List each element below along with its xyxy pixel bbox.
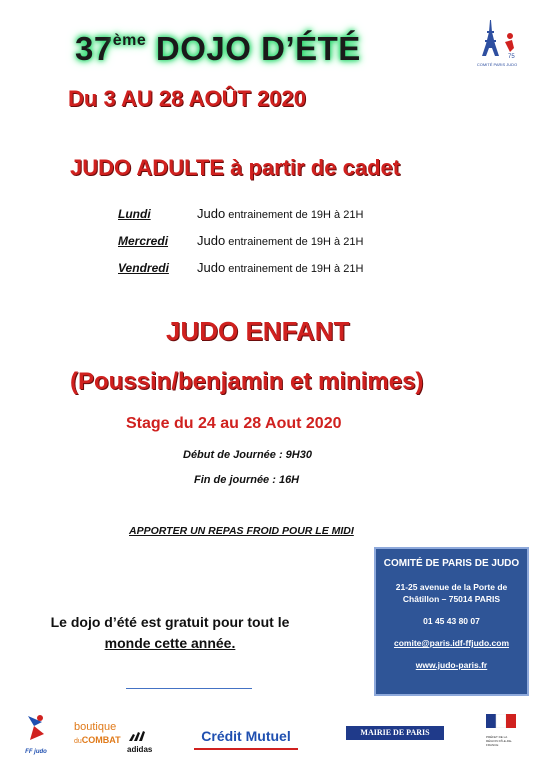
mairie-label: MAIRIE DE PARIS — [360, 728, 430, 737]
svg-text:75: 75 — [508, 54, 515, 58]
adidas-stripes-icon — [127, 731, 147, 741]
credit-mutuel-logo — [194, 726, 298, 750]
schedule-day: Lundi — [118, 207, 151, 221]
prefet-label: PRÉFET DE LA RÉGION D'ÎLE-DE-FRANCE — [486, 735, 513, 747]
eiffel-tower-icon — [474, 18, 520, 58]
schedule-day: Mercredi — [118, 234, 169, 248]
divider-line — [126, 688, 252, 689]
contact-website-link[interactable]: www.judo-paris.fr — [415, 660, 488, 670]
adidas-logo — [127, 728, 157, 754]
ffjudo-label: FF judo — [25, 749, 47, 755]
schedule-day: Vendredi — [118, 261, 169, 275]
comite-paris-judo-logo — [474, 18, 520, 68]
schedule-sport: Judo — [197, 260, 226, 275]
contact-address — [376, 581, 527, 605]
french-flag-icon — [486, 714, 516, 728]
kids-section-subtitle: (Poussin/benjamin et minimes) — [70, 368, 424, 395]
address-line: 21-25 avenue de la Porte de — [395, 582, 508, 592]
contact-email-link[interactable]: comite@paris.idf-ffjudo.com — [393, 638, 509, 648]
schedule-row — [118, 233, 363, 248]
boutique-du-combat-logo — [74, 722, 128, 750]
title-number: 37 — [75, 30, 113, 67]
free-notice — [20, 612, 320, 654]
title-rest: DOJO D’ÉTÉ — [146, 30, 361, 67]
ffjudo-icon — [20, 712, 52, 744]
address-line: Châtillon – 75014 PARIS — [402, 594, 501, 604]
adult-section-title: JUDO ADULTE à partir de cadet — [70, 155, 401, 180]
page-title — [75, 30, 361, 68]
contact-box — [374, 547, 529, 696]
boutique-du-label: du — [74, 738, 82, 745]
top-logo-caption: COMITÉ PARIS JUDO — [476, 62, 518, 67]
day-end-time: Fin de journée : 16H — [194, 474, 300, 486]
title-superscript: ème — [112, 32, 147, 49]
boutique-label: boutique — [74, 721, 117, 733]
schedule-detail: entrainement de 19H à 21H — [225, 263, 364, 275]
schedule-detail: entrainement de 19H à 21H — [225, 209, 364, 221]
kids-section-title: JUDO ENFANT — [166, 316, 350, 346]
schedule-sport: Judo — [197, 233, 226, 248]
adidas-label: adidas — [127, 745, 153, 754]
contact-phone: 01 45 43 80 07 — [423, 616, 480, 626]
event-dates: Du 3 AU 28 AOÛT 2020 — [68, 86, 307, 111]
prefet-logo — [486, 714, 516, 748]
boutique-combat-label: COMBAT — [81, 735, 121, 745]
stage-dates: Stage du 24 au 28 Aout 2020 — [126, 415, 342, 432]
schedule-detail: entrainement de 19H à 21H — [225, 236, 364, 248]
schedule-sport: Judo — [197, 206, 226, 221]
credit-mutuel-label: Crédit Mutuel — [201, 728, 291, 744]
bring-lunch-notice: APPORTER UN REPAS FROID POUR LE MIDI — [129, 525, 354, 537]
free-notice-line: monde cette année. — [104, 635, 236, 651]
schedule-row — [118, 206, 363, 221]
schedule-row — [118, 260, 363, 275]
day-start-time: Début de Journée : 9H30 — [183, 449, 312, 461]
boutique-combat-row — [74, 733, 128, 748]
contact-title: COMITÉ DE PARIS DE JUDO — [383, 558, 520, 569]
mairie-de-paris-logo — [346, 726, 444, 740]
ffjudo-logo — [20, 712, 52, 756]
free-notice-line: Le dojo d’été est gratuit pour tout le — [50, 614, 290, 630]
